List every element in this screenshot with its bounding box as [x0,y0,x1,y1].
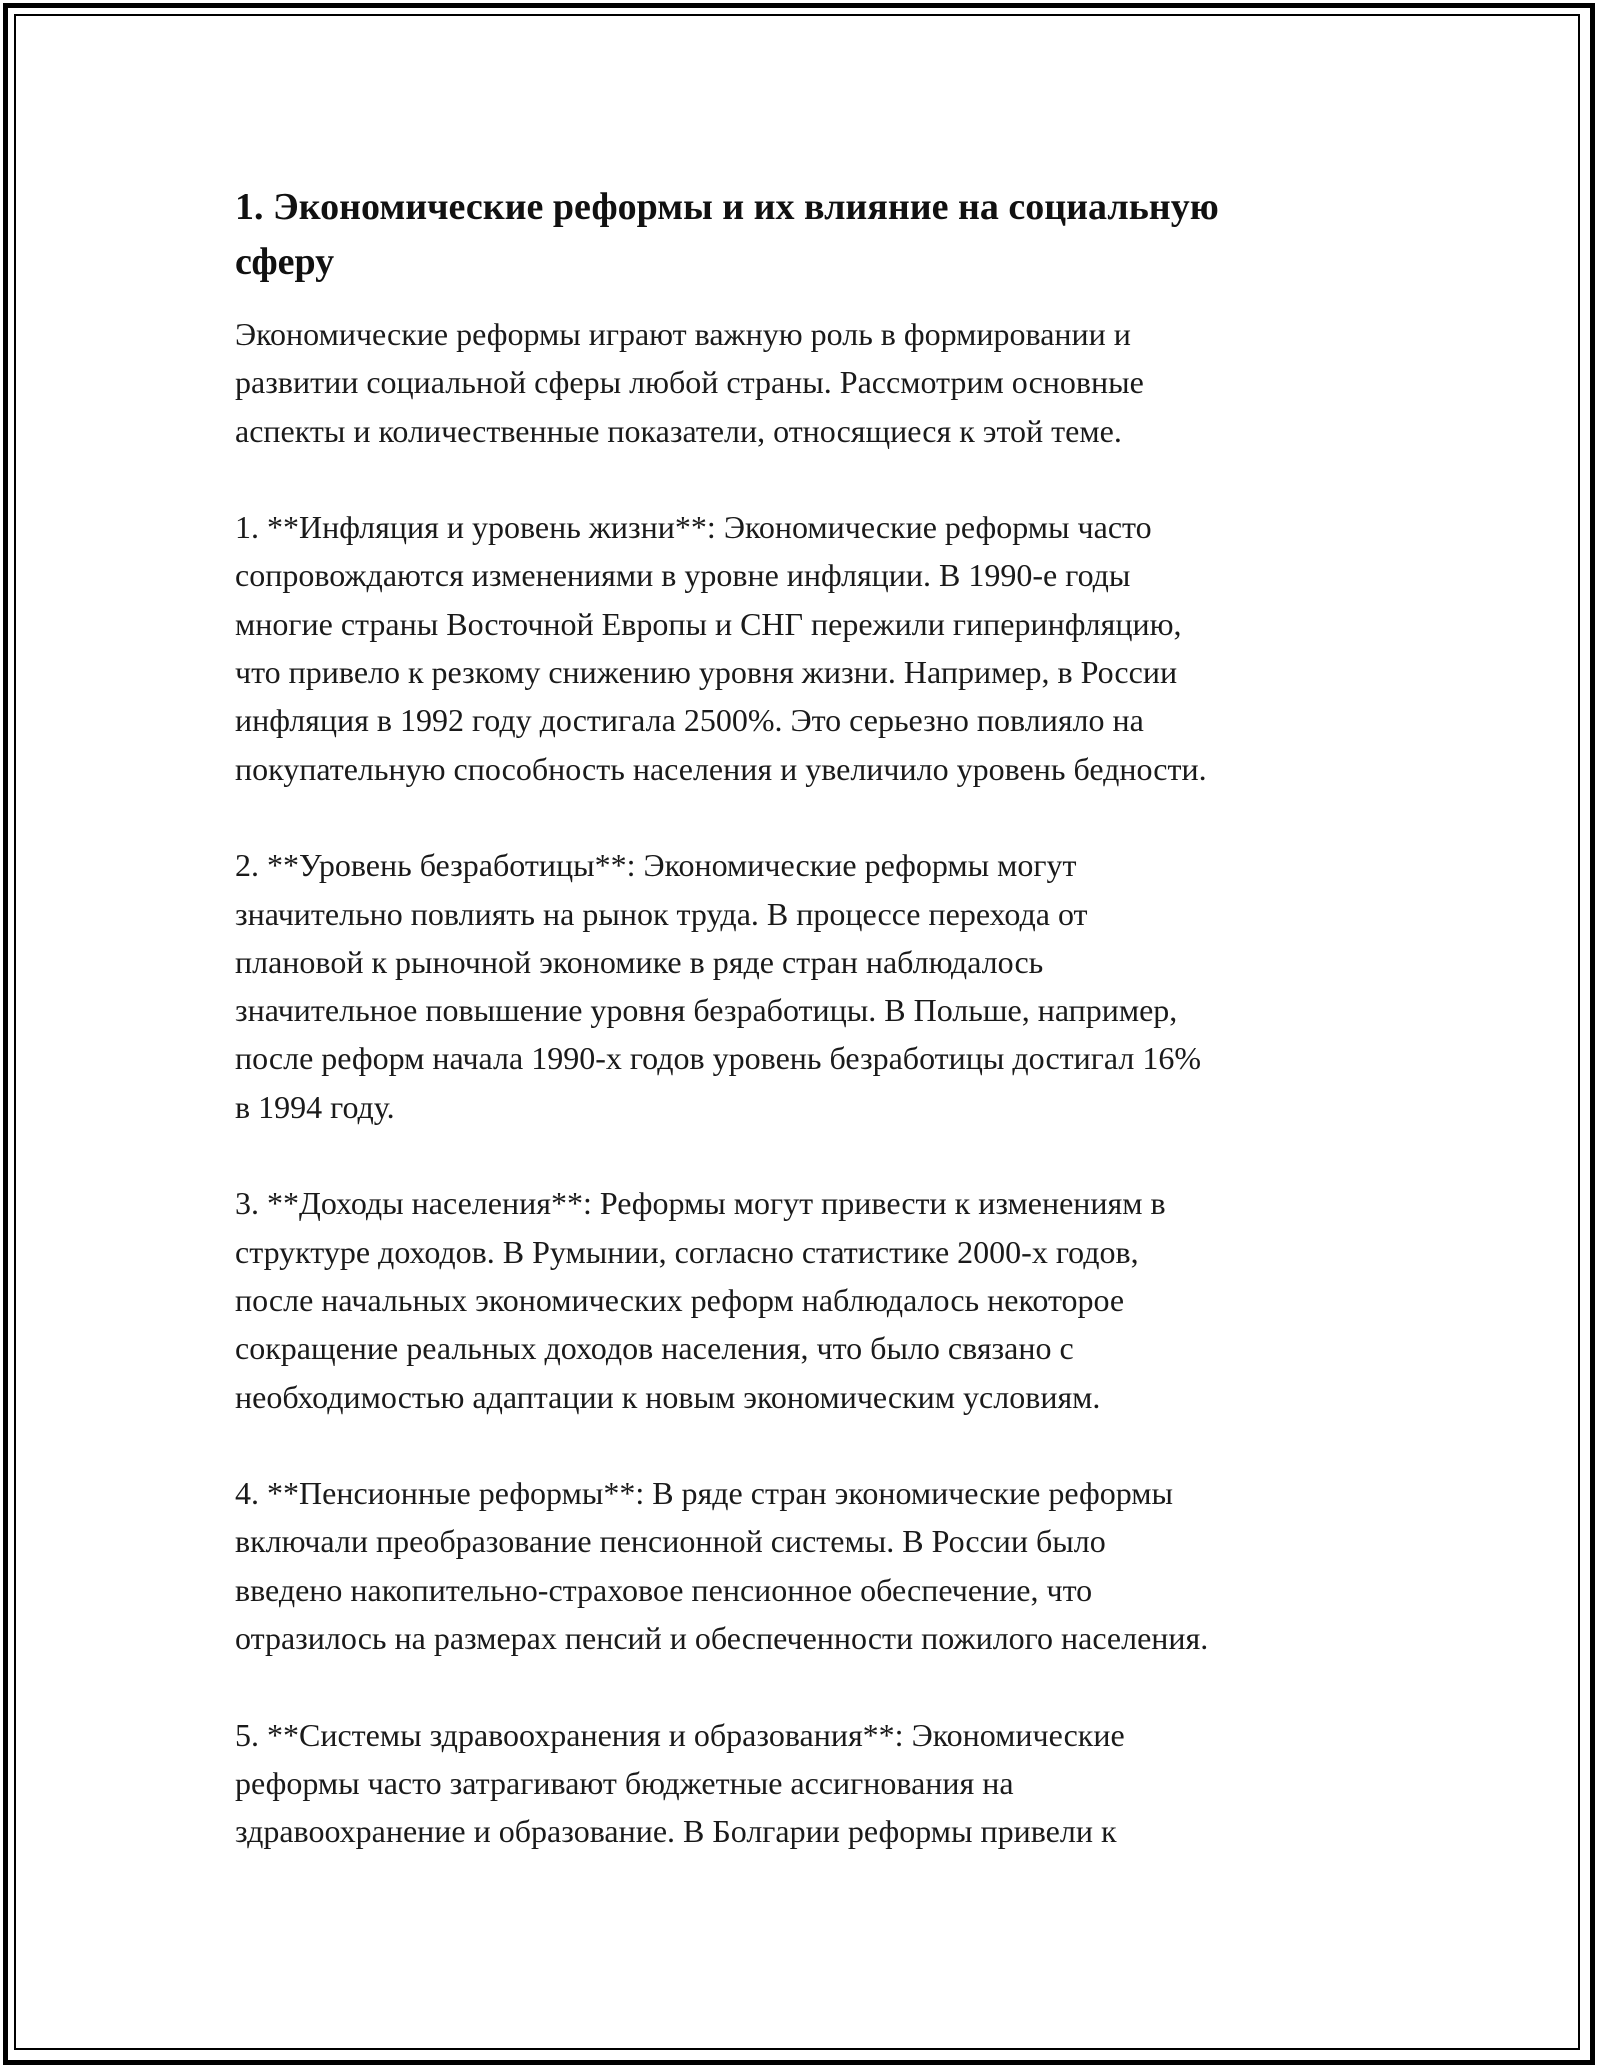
paragraph-intro: Экономические реформы играют важную роль в формировании и развитии социальной сферы любой страны. Рассмотрим основные аспекты и количественные показатели, относящиеся к этой теме. [235,316,1144,449]
paragraph-unemployment: 2. **Уровень безработицы**: Экономические реформы могут значительно повлиять на рынок труда. В процессе перехода от плановой к рыночной экономике в ряде стран наблюдалось значительное повышение уровня безработицы. В Польше, например, после реформ начала 1990-х годов уровень безработицы достигал 16% в 1994 году. [235,847,1201,1125]
paragraph-pension: 4. **Пенсионные реформы**: В ряде стран экономические реформы включали преобразование пенсионной системы. В России было введено накопительно-страховое пенсионное обеспечение, что отразилось на размерах пенсий и обеспеченности пожилого населения. [235,1475,1209,1657]
paragraph-inflation: 1. **Инфляция и уровень жизни**: Экономические реформы часто сопровождаются изменениями в уровне инфляции. В 1990-е годы многие страны Восточной Европы и СНГ пережили гиперинфляцию, что привело к резкому снижению уровня жизни. Например, в России инфляция в 1992 году достигала 2500%. Это серьезно повлияло на покупательную способность населения и увеличило уровень бедности. [235,509,1207,787]
paragraph-income: 3. **Доходы населения**: Реформы могут привести к изменениям в структуре доходов. В Румынии, согласно статистике 2000-х годов, после начальных экономических реформ наблюдалось некоторое сокращение реальных доходов населения, что было связано с необходимостью адаптации к новым экономическим условиям. [235,1185,1166,1415]
document-title: 1. Экономические реформы и их влияние на социальную сферу [235,186,1219,283]
paragraph-health-education: 5. **Системы здравоохранения и образования**: Экономические реформы часто затрагивают бюджетные ассигнования на здравоохранение и образование. В Болгарии реформы привели к [235,1716,1125,1850]
document-page [235,180,1365,1856]
